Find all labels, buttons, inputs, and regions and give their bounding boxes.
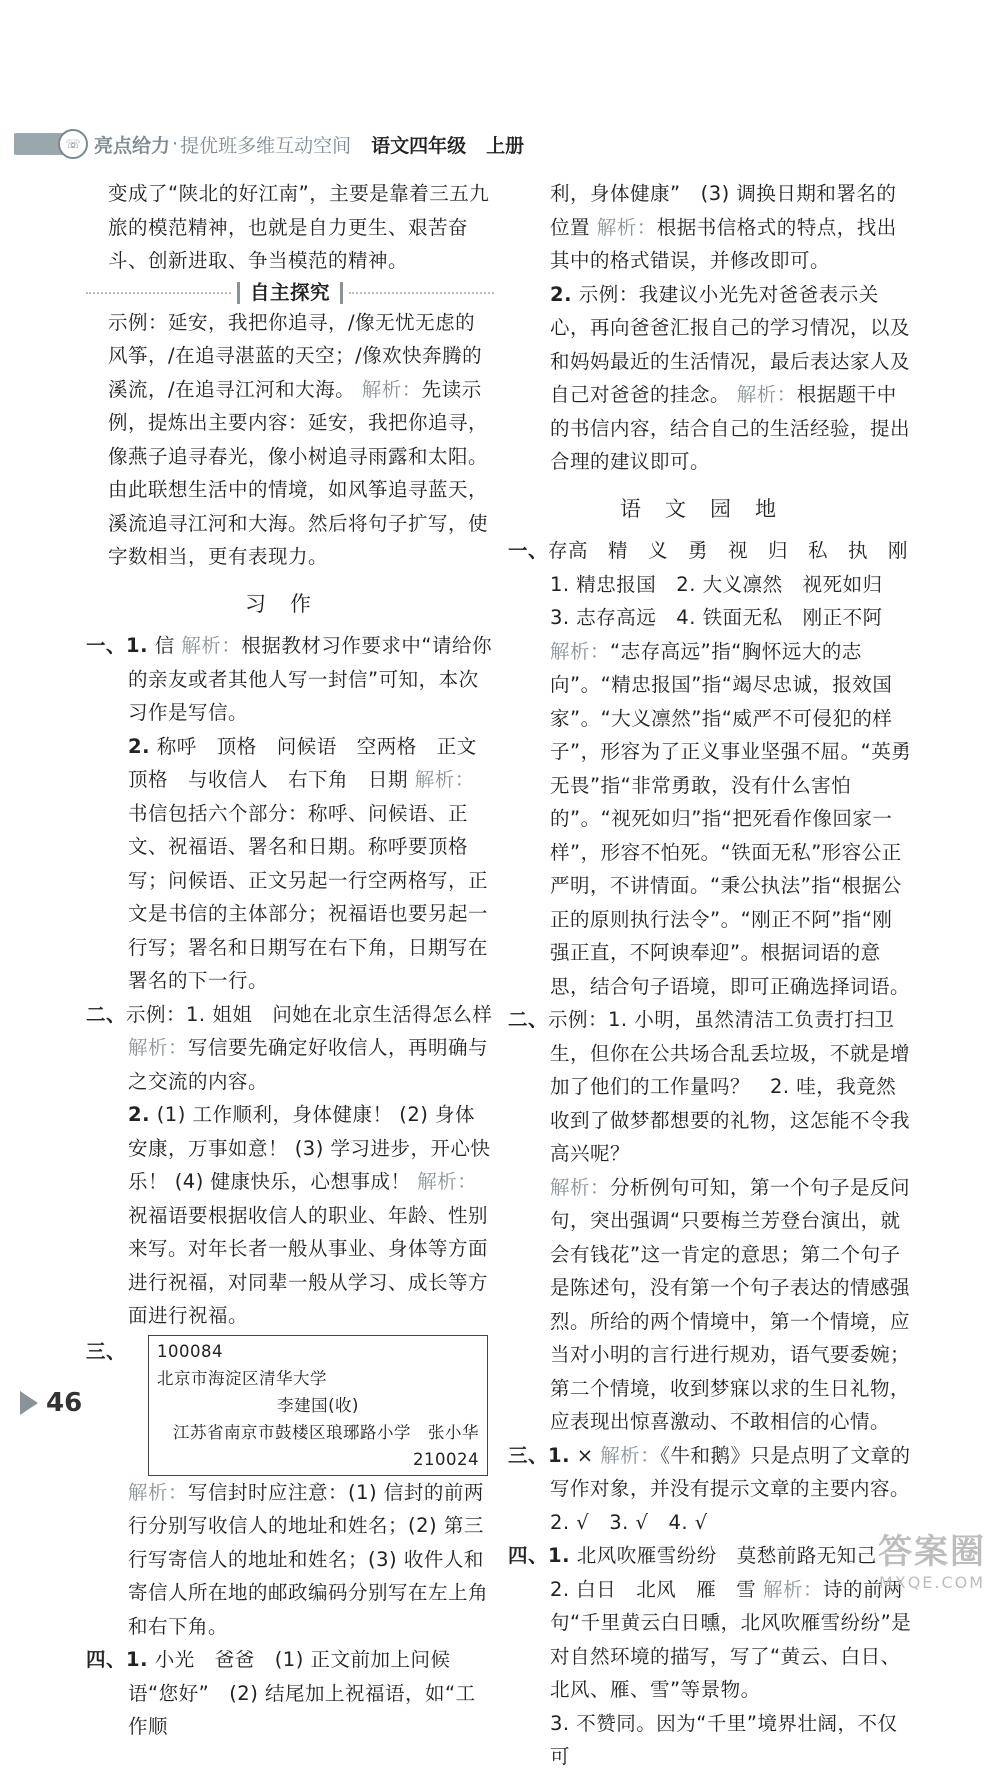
q2-2-analysis: 祝福语要根据收信人的职业、年龄、性别来写。对年长者一般从事业、身体等方面进行祝福，对同辈一般从学习、成长等方面进行祝福。 (128, 1203, 489, 1327)
left-column (86, 177, 497, 1744)
q2-prefix: 二、 (86, 1002, 127, 1026)
y1-analysis: “志存高远”指“胸怀远大的志向”。“精忠报国”指“竭尽忠诚，报效国家”。“大义凛然”指“威严不可侵犯的样子”，形容为了正义事业坚强不屈。“英勇无畏”指“非常勇敢，没有什么害怕的”。“视死如归”指“把死看作像回家一样”，形容不怕死。“铁面无私”形容公正严明，不讲情面。“秉公执法”指“根据公正的原则执行法令”。“刚正不阿”指“刚强正直，不阿谀奉迎”。根据词语的意思，结合句子语境，即可正确选择词语。 (550, 639, 912, 998)
analysis-label: 解析： (414, 768, 475, 791)
header-bar (14, 133, 64, 155)
watermark-url: MXQE.COM (878, 1573, 986, 1592)
q1-prefix: 一、1. (86, 634, 148, 657)
y3-text: × (576, 1443, 594, 1467)
phone-icon: ☏ (58, 129, 88, 159)
q3-analysis-paragraph (86, 1476, 494, 1644)
y2-text: 示例：1. 小明，虽然清洁工负责打扫卫生，但你在公共场合乱丢垃圾，不就是增加了他们的工作量吗？ 2. 哇，我竟然收到了做梦都想要的礼物，这怎能不令我高兴呢？ (548, 1008, 911, 1165)
q2-analysis: 写信要先确定好收信人，再明确与之交流的内容。 (128, 1036, 489, 1093)
envelope-address-from: 江苏省南京市鼓楼区琅琊路小学 张小华 (173, 1422, 480, 1442)
y1-answer (508, 534, 912, 568)
q1-text: 信 (154, 634, 175, 657)
envelope-address-to: 北京市海淀区清华大学 (157, 1368, 328, 1388)
analysis-label: 解析： (128, 1480, 189, 1504)
watermark-text: 答案圈 (878, 1532, 986, 1572)
q1-2-answer (86, 730, 497, 998)
divider (349, 292, 494, 294)
y4-prefix: 四、1. (508, 1544, 570, 1567)
section-title-writing: 习作 (245, 591, 335, 616)
analysis-label: 解析： (600, 1443, 661, 1467)
subject-grade: 语文四年级 (371, 134, 467, 157)
y2-prefix: 二、 (508, 1008, 549, 1031)
q2-text: 示例：1. 姐姐 问她在北京生活得怎么样 (126, 1002, 493, 1026)
y4-2-answer (508, 1573, 912, 1707)
analysis-label: 解析： (417, 1170, 478, 1193)
analysis-label: 解析： (596, 215, 657, 239)
brand-name: 亮点给力 (94, 134, 171, 157)
explore-text: 示例：延安，我把你追寻，/像无忧无虑的风筝，/在追寻湛蓝的天空；/像欢快奔腾的溪流，/在追寻江河和大海。 (108, 310, 483, 401)
y3-rest: 2. √ 3. √ 4. √ (550, 1510, 708, 1534)
analysis-label: 解析： (550, 1175, 611, 1199)
y2-analysis-paragraph (508, 1171, 912, 1439)
explore-heading (86, 282, 494, 304)
q4-prefix: 四、1. (86, 1648, 148, 1671)
q3-answer (86, 1335, 494, 1476)
section-title-garden: 语文园地 (620, 496, 800, 521)
q4-continued-text: 利，身体健康” (3) 调换日期和署名的位置 (550, 182, 897, 239)
y1-text: 存高 精 义 勇 视 归 私 执 刚 (548, 539, 909, 562)
q4-continued (508, 177, 912, 278)
envelope (148, 1335, 488, 1476)
q4-analysis: 根据书信格式的特点，找出其中的格式错误，并修改即可。 (550, 215, 897, 272)
triangle-icon (20, 1391, 38, 1415)
q2-answer (86, 998, 494, 1099)
q1-analysis: 根据教材习作要求中“请给你的亲友或者其他人写一封信”可知，本次习作是写信。 (128, 634, 493, 724)
analysis-label: 解析： (181, 634, 242, 657)
envelope-name-to: 李建国(收) (277, 1395, 359, 1415)
q2-2-num: 2. (128, 1103, 150, 1126)
brand-separator: · (172, 133, 179, 155)
y1-line2: 3. 志存高远 4. 铁面无私 刚正不阿 (550, 606, 883, 629)
divider (86, 292, 231, 294)
y3-answer (508, 1439, 912, 1506)
volume: 上册 (486, 134, 525, 157)
q4-2-num: 2. (550, 282, 572, 306)
explore-analysis: 先读示例，提炼出主要内容：延安，我把你追寻，像燕子追寻春光，像小树追寻雨露和太阳。由此联想生活中的情境，如风筝追寻蓝天，溪流追寻江河和大海。然后将句子扩写，使字数相当，更有表现力。 (108, 377, 489, 568)
q2-2-text: (1) 工作顺利，身体健康！ (2) 身体安康，万事如意！ (3) 学习进步，开心快乐！ (4) 健康快乐，心想事成！ (128, 1103, 491, 1193)
y4-text: 北风吹雁雪纷纷 莫愁前路无知己 (576, 1544, 877, 1567)
q1-2-analysis: 书信包括六个部分：称呼、问候语、正文、祝福语、署名和日期。称呼要顶格写；问候语、正文另起一行空两格写，正文是书信的主体部分；祝福语也要另起一行写；署名和日期写在右下角，日期写在署名的下一行。 (128, 801, 489, 992)
q2-2-answer (86, 1098, 494, 1333)
envelope-postcode-from: 210024 (413, 1449, 480, 1469)
intro-paragraph: 变成了“陕北的好江南”，主要是靠着三五九旅的模范精神，也就是自力更生、艰苦奋斗、创新进取、争当模范的精神。 (108, 182, 490, 272)
page-number (20, 1388, 82, 1418)
y4-2-analysis: 诗的前两句“千里黄云白日曛，北风吹雁雪纷纷”是对自然环境的描写，写了“黄云、白日、北风、雁、雪”等景物。 (550, 1577, 912, 1701)
page-header (14, 120, 524, 168)
q3-analysis: 写信封时应注意：(1) 信封的前两行分别写收信人的地址和姓名；(2) 第三行写寄信人的地址和姓名；(3) 收件人和寄信人所在地的邮政编码分别写在左上角和右下角。 (128, 1480, 489, 1638)
y4-3-answer: 3. 不赞同。因为“千里”境界壮阔，不仅可 (550, 1711, 898, 1768)
explore-title: 自主探究 (237, 282, 343, 304)
y2-analysis: 分析例句可知，第一个句子是反问句，突出强调“只要梅兰芳登台演出，就会有钱花”这一肯定的意思；第二个句子是陈述句，没有第一个句子表达的情感强烈。所给的两个情境中，第一个情境，应当对小明的言行进行规劝，语气要委婉；第二个情境，收到梦寐以求的生日礼物，应表现出惊喜激动、不敢相信的心情。 (550, 1175, 911, 1433)
y4-answer (508, 1539, 912, 1573)
analysis-label: 解析： (128, 1036, 189, 1059)
q4-2-answer (508, 278, 912, 479)
q4-2-text: 示例：我建议小光先对爸爸表示关心，再向爸爸汇报自己的学习情况，以及和妈妈最近的生活情况，最后表达家人及自己对爸爸的挂念。 (550, 282, 911, 406)
y2-answer (508, 1003, 912, 1171)
q4-text: 小光 爸爸 (1) 正文前加上问候语“您好” (2) 结尾加上祝福语，如“工作顺 (128, 1648, 476, 1738)
page-number-text: 46 (46, 1388, 83, 1418)
analysis-label: 解析： (550, 639, 611, 663)
y1-line1: 1. 精忠报国 2. 大义凛然 视死如归 (550, 572, 883, 596)
y3-analysis: 《牛和鹅》只是点明了文章的写作对象，并没有提示文章的主要内容。 (550, 1443, 911, 1500)
y3-prefix: 三、1. (508, 1443, 570, 1467)
y1-analysis-paragraph (508, 635, 912, 1004)
y1-prefix: 一、 (508, 539, 549, 562)
analysis-label: 解析： (361, 377, 422, 401)
q1-2-text: 称呼 顶格 问候语 空两格 正文 顶格 与收信人 右下角 日期 (128, 734, 497, 791)
watermark (878, 1524, 986, 1592)
analysis-label: 解析： (736, 383, 797, 406)
q1-answer (86, 629, 494, 730)
q4-2-analysis: 根据题干中的书信内容，结合自己的生活经验，提出合理的建议即可。 (550, 383, 911, 473)
q3-prefix: 三、 (86, 1339, 127, 1363)
explore-answer (86, 306, 494, 574)
brand-subtitle: 提优班多维互动空间 (180, 134, 352, 157)
analysis-label: 解析： (763, 1577, 824, 1601)
y4-2-text: 2. 白日 北风 雁 雪 (550, 1577, 757, 1601)
right-column (508, 177, 912, 1774)
envelope-postcode-to: 100084 (157, 1341, 224, 1361)
q1-2-num: 2. (128, 734, 150, 758)
q4-answer (86, 1643, 494, 1744)
